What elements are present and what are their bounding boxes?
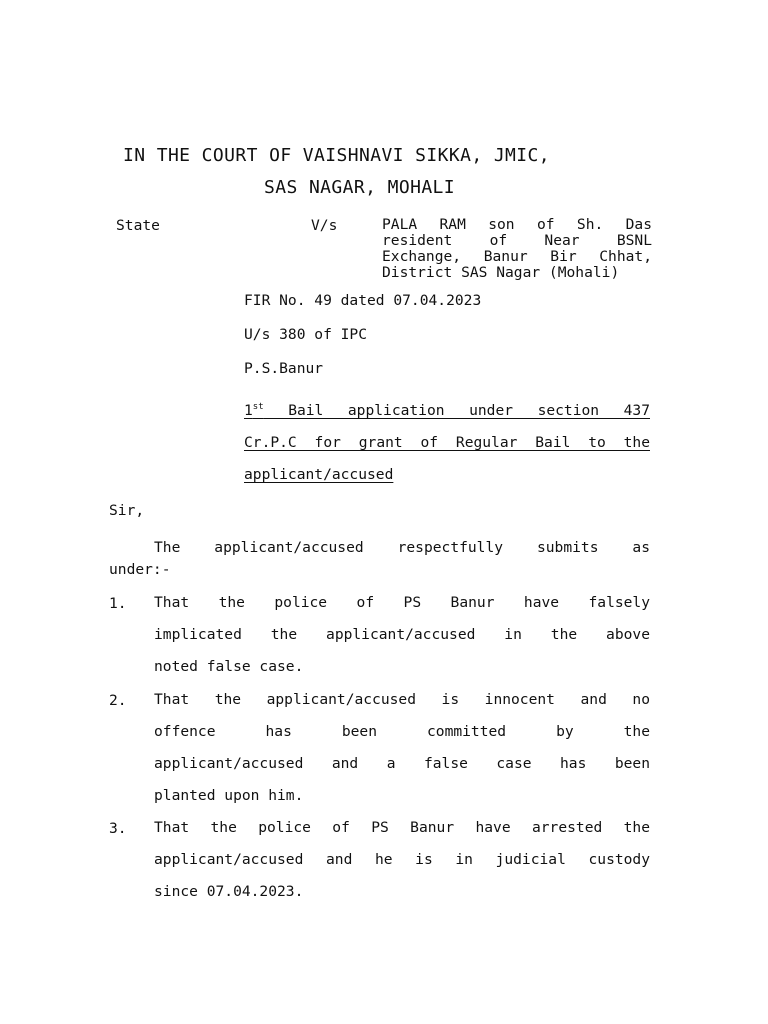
- application-title-line1-text: Bail application under section 437: [263, 402, 650, 419]
- paragraph-line: implicated the applicant/accused in the above: [154, 626, 650, 643]
- paragraph-body: [154, 587, 650, 683]
- versus-label: V/s: [311, 217, 338, 234]
- police-station: P.S.Banur: [244, 360, 324, 377]
- submission-line2: under:-: [109, 561, 171, 578]
- accused-details: [382, 217, 652, 281]
- paragraph-line: applicant/accused and he is in judicial custody: [154, 851, 650, 868]
- application-title: [244, 395, 650, 491]
- application-title-line1: [244, 395, 650, 427]
- paragraph-line: That the police of PS Banur have falsely: [154, 594, 650, 611]
- ordinal-suffix: st: [252, 402, 264, 412]
- paragraph-number: 1.: [109, 595, 127, 612]
- ordinal-number: 1: [244, 402, 253, 419]
- fir-number: FIR No. 49 dated 07.04.2023: [244, 292, 482, 309]
- paragraph-line: applicant/accused and a false case has been: [154, 755, 650, 772]
- application-title-line3: applicant/accused: [244, 466, 394, 483]
- paragraph-body: [154, 684, 650, 812]
- penal-section: U/s 380 of IPC: [244, 326, 368, 343]
- paragraph-line: planted upon him.: [154, 787, 304, 804]
- paragraph-body: [154, 812, 650, 908]
- court-heading-line1: IN THE COURT OF VAISHNAVI SIKKA, JMIC,: [123, 145, 551, 166]
- paragraph-number: 2.: [109, 692, 127, 709]
- court-heading-line2: SAS NAGAR, MOHALI: [264, 177, 456, 198]
- accused-line: District SAS Nagar (Mohali): [382, 264, 620, 281]
- accused-line: resident of Near BSNL: [382, 232, 652, 249]
- accused-line: Exchange, Banur Bir Chhat,: [382, 248, 652, 265]
- petitioner-name: State: [116, 217, 160, 234]
- paragraph-line: That the applicant/accused is innocent and no: [154, 691, 650, 708]
- submission-line1: The applicant/accused respectfully submits as: [154, 539, 650, 556]
- paragraph-line: noted false case.: [154, 658, 304, 675]
- paragraph-line: since 07.04.2023.: [154, 883, 304, 900]
- paragraph-number: 3.: [109, 820, 127, 837]
- paragraph-line: offence has been committed by the: [154, 723, 650, 740]
- application-title-line2: Cr.P.C for grant of Regular Bail to the: [244, 434, 650, 451]
- salutation: Sir,: [109, 502, 145, 519]
- submission-intro: [109, 537, 650, 581]
- paragraph-line: That the police of PS Banur have arrested the: [154, 819, 650, 836]
- accused-line: PALA RAM son of Sh. Das: [382, 216, 652, 233]
